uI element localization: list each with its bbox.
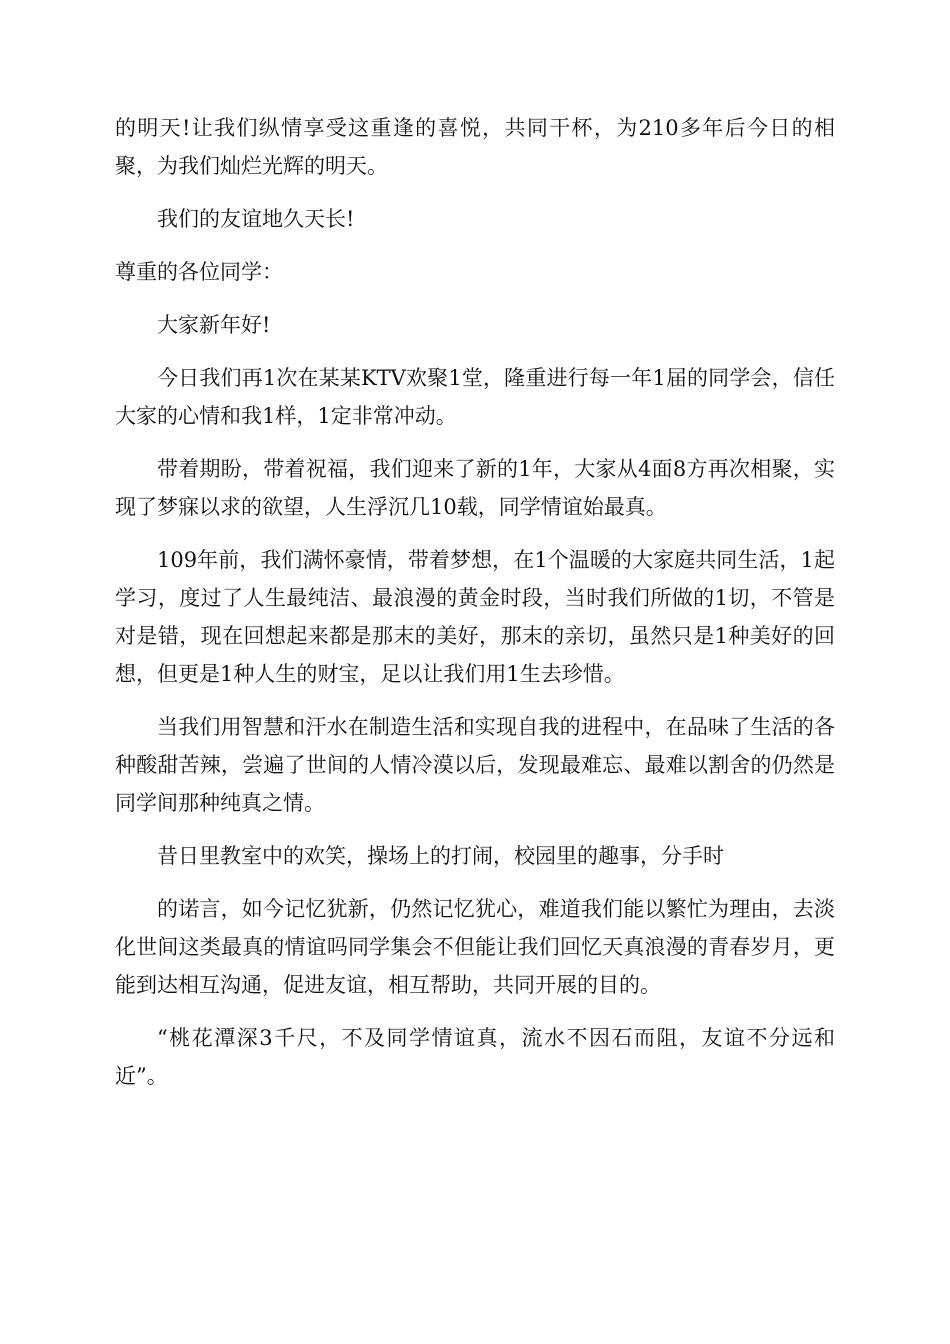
paragraph: 我们的友谊地久天长! [157, 207, 355, 231]
salutation: 尊重的各位同学： [115, 260, 283, 284]
paragraph: “桃花潭深3千尺，不及同学情谊真，流水不因石而阻，友谊不分远和近”。 [115, 1026, 835, 1088]
paragraph: 的明天!让我们纵情享受这重逢的喜悦，共同干杯，为210多年后今日的相聚，为我们灿烂光辉的明天。 [115, 116, 835, 178]
paragraph: 带着期盼，带着祝福，我们迎来了新的1年，大家从4面8方再次相聚，实现了梦寐以求的欲望，人生浮沉几10载，同学情谊始最真。 [115, 457, 835, 519]
paragraph: 昔日里教室中的欢笑，操场上的打闹，校园里的趣事，分手时 [157, 844, 724, 868]
paragraph: 当我们用智慧和汗水在制造生活和实现自我的进程中，在品味了生活的各种酸甜苦辣，尝遍了世间的人情冷漠以后，发现最难忘、最难以割舍的仍然是同学间那种纯真之情。 [115, 715, 835, 815]
paragraph: 今日我们再1次在某某KTV欢聚1堂，隆重进行每一年1届的同学会，信任大家的心情和我1样，1定非常冲动。 [115, 366, 835, 428]
paragraph: 的诺言，如今记忆犹新，仍然记忆犹心，难道我们能以繁忙为理由，去淡化世间这类最真的情谊吗同学集会不但能让我们回忆天真浪漫的青春岁月，更能到达相互沟通，促进友谊，相互帮助，共同开展的目的。 [115, 897, 835, 997]
paragraph: 109年前，我们满怀豪情，带着梦想，在1个温暖的大家庭共同生活，1起学习，度过了人生最纯洁、最浪漫的黄金时段，当时我们所做的1切，不管是对是错，现在回想起来都是那末的美好，那末的亲切，虽然只是1种美好的回想，但更是1种人生的财宝，足以让我们用1生去珍惜。 [115, 548, 835, 686]
document-page [115, 109, 835, 1110]
paragraph: 大家新年好! [157, 313, 271, 337]
